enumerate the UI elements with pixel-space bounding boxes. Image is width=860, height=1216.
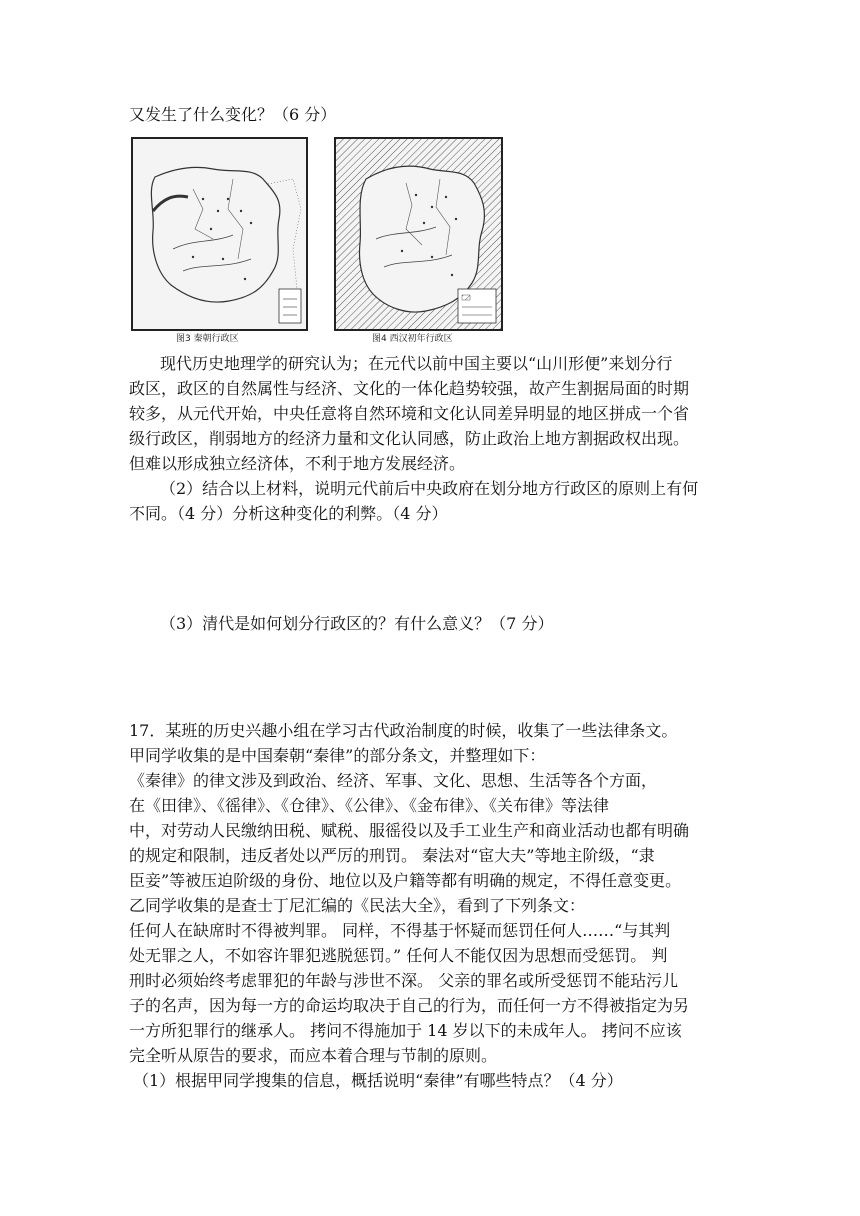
question-17-line: 刑时必须始终考虑罪犯的年龄与涉世不深。 父亲的罪名或所受惩罚不能玷污儿: [129, 971, 679, 990]
question-17-line: 的规定和限制，违反者处以严厉的刑罚。 秦法对“宦大夫”等地主阶级，“隶: [129, 846, 655, 865]
paragraph-line: 较多，从元代开始，中央任意将自然环境和文化认同差异明显的地区拼成一个省: [129, 404, 690, 423]
question-17-line: 17．某班的历史兴趣小组在学习古代政治制度的时候，收集了一些法律条文。: [129, 721, 678, 740]
paragraph-line: 级行政区，削弱地方的经济力量和文化认同感，防止政治上地方割据政权出现。: [129, 429, 690, 448]
paragraph-line: 但难以形成独立经济体，不利于地方发展经济。: [129, 454, 466, 473]
question-17-line: 《秦律》的律文涉及到政治、经济、军事、文化、思想、生活等各个方面，: [129, 771, 658, 790]
question-17-line: 子的名声，因为每一方的命运均取决于自己的行为，而任何一方不得被指定为另: [129, 996, 690, 1015]
question-17-line: 乙同学收集的是查士丁尼汇编的《民法大全》，看到了下列条文：: [129, 896, 586, 915]
western-han-map: [334, 137, 503, 331]
question-17-line: 在《田律》、《徭律》、《仓律》、《公律》、《金布律》、《关布律》等法律: [129, 796, 610, 815]
question-2-line: 不同。（4 分）分析这种变化的利弊。（4 分）: [129, 504, 448, 523]
han-map-caption: 图4 西汉初年行政区: [372, 334, 453, 344]
paragraph-line: 政区，政区的自然属性与经济、文化的一体化趋势较强，故产生割据局面的时期: [129, 379, 690, 398]
question-header-line: 又发生了什么变化？（6 分）: [129, 105, 337, 124]
paragraph-line: 现代历史地理学的研究认为；在元代以前中国主要以“山川形便”来划分行: [160, 354, 673, 373]
question-17-line: 中，对劳动人民缴纳田税、赋税、服徭役以及手工业生产和商业活动也都有明确: [129, 821, 690, 840]
question-17-line: 处无罪之人，不如容许罪犯逃脱惩罚。” 任何人不能仅因为思想而受惩罚。 判: [129, 946, 668, 965]
question-17-line: 完全听从原告的要求，而应本着合理与节制的原则。: [129, 1046, 498, 1065]
question-17-line: 臣妾”等被压迫阶级的身份、地位以及户籍等都有明确的规定，不得任意变更。: [129, 871, 682, 890]
qin-map-caption: 图3 秦朝行政区: [176, 334, 239, 344]
question-2-line: （2）结合以上材料，说明元代前后中央政府在划分地方行政区的原则上有何: [160, 479, 699, 498]
question-17-line: 甲同学收集的是中国秦朝“秦律”的部分条文，并整理如下：: [129, 746, 546, 765]
question-17-line: 一方所犯罪行的继承人。 拷问不得施加于 14 岁以下的未成年人。 拷问不应该: [129, 1021, 682, 1040]
question-17-line: 任何人在缺席时不得被判罪。 同样，不得基于怀疑而惩罚任何人……“与其判: [129, 921, 671, 940]
qin-dynasty-map: [131, 137, 308, 331]
question-3-line: （3）清代是如何划分行政区的？有什么意义？（7 分）: [160, 614, 554, 633]
question-17-sub-1: （1）根据甲同学搜集的信息，概括说明“秦律”有哪些特点？（4 分）: [133, 1071, 623, 1090]
